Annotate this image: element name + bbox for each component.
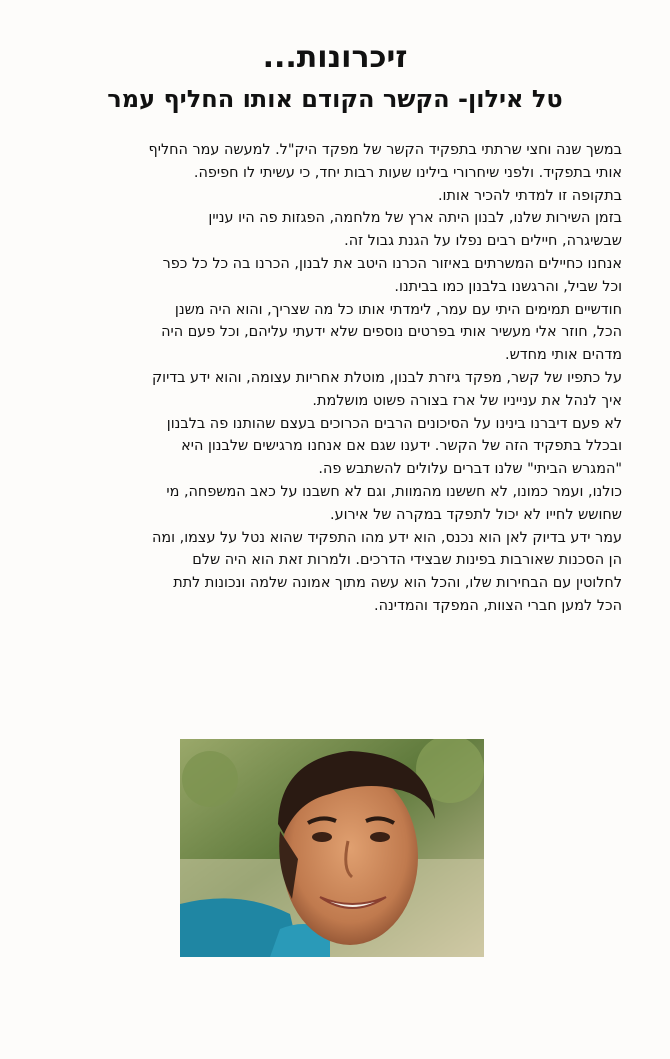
text-line: כולנו, ועמר כמונו, לא חששנו מהמוות, וגם לא חשבנו על כאב המשפחה, מי [166,483,622,500]
memoir-text [22,139,622,618]
text-line: אנחנו כחיילים המשרתים באיזור הכרנו היטב את לבנון, הכרנו בה כל כל כפר [162,255,622,272]
text-line: לחלוטין עם הבחירות שלו, והכל הוא עשה מתוך אמונה שלמה ונכונות לתת [173,575,622,592]
text-line: "המגרש הביתי" שלנו דברים עלולים להשתבש פה. [318,461,622,478]
text-line: בזמן השירות שלנו, לבנון היתה ארץ של מלחמה, הפגזות פה היו עניין [208,210,622,227]
page-subtitle: טל אילון- הקשר הקודם אותו החליף עמר [107,85,563,113]
text-line: שחושש לחייו לא יכול לתפקד במקרה של אירוע. [330,506,622,523]
text-line: עמר ידע בדיוק לאן הוא נכנס, הוא ידע מהו התפקיד שהוא נטל על עצמו, ומה [151,529,622,546]
text-line: אותי בתפקיד. ולפני שיחרורי בילינו שעות רבות יחד, כי עשיתי לו חפיפה. [193,164,622,181]
text-line: איך לנהל את ענייניו של ארז בצורה פשוט מושלמת. [312,392,622,409]
page-title: זיכרונות... [262,40,408,75]
text-line: בתקופה זו למדתי להכיר אותו. [437,187,622,204]
text-line: הכל למען חברי הצוות, המפקד והמדינה. [374,597,622,614]
text-line: וכל שביל, והרגשנו בלבנון כמו בביתנו. [394,278,622,295]
text-line: מדהים אותי מחדש. [505,347,622,364]
text-line: לא פעם דיברנו בינינו על הסיכונים הרבים הכרוכים בעצם שהותנו פה בלבנון [166,415,622,432]
text-line: ובכלל בתפקיד הזה של הקשר. ידענו שגם אם אנחנו מרגישים שלבנון היא [181,438,622,455]
text-line: שבשיגרה, חיילים רבים נפלו על הגנת גבול זה. [344,233,622,250]
text-line: הכל, חוזר אלי מעשיר אותי בפרטים נוספים שלא ידעתי עליהם, וכל פעם היה [161,324,622,341]
text-line: הן הסכנות שאורבות בפינות שבצידי הדרכים. ולמרות זאת הוא היה שלם [192,552,622,569]
portrait-photo [180,739,484,957]
text-line: על כתפיו של קשר, מפקד גיזרת לבנון, מוטלת אחריות עצומה, והוא ידע בדיוק [151,369,622,386]
text-line: חודשיים תמימים היתי עם עמר, לימדתי אותו כל מה שצריך, והוא היה משנן [174,301,622,318]
text-line: במשך שנה וחצי שרתתי בתפקיד הקשר של מפקד היק"ל. למעשה עמר החליף [148,142,622,158]
